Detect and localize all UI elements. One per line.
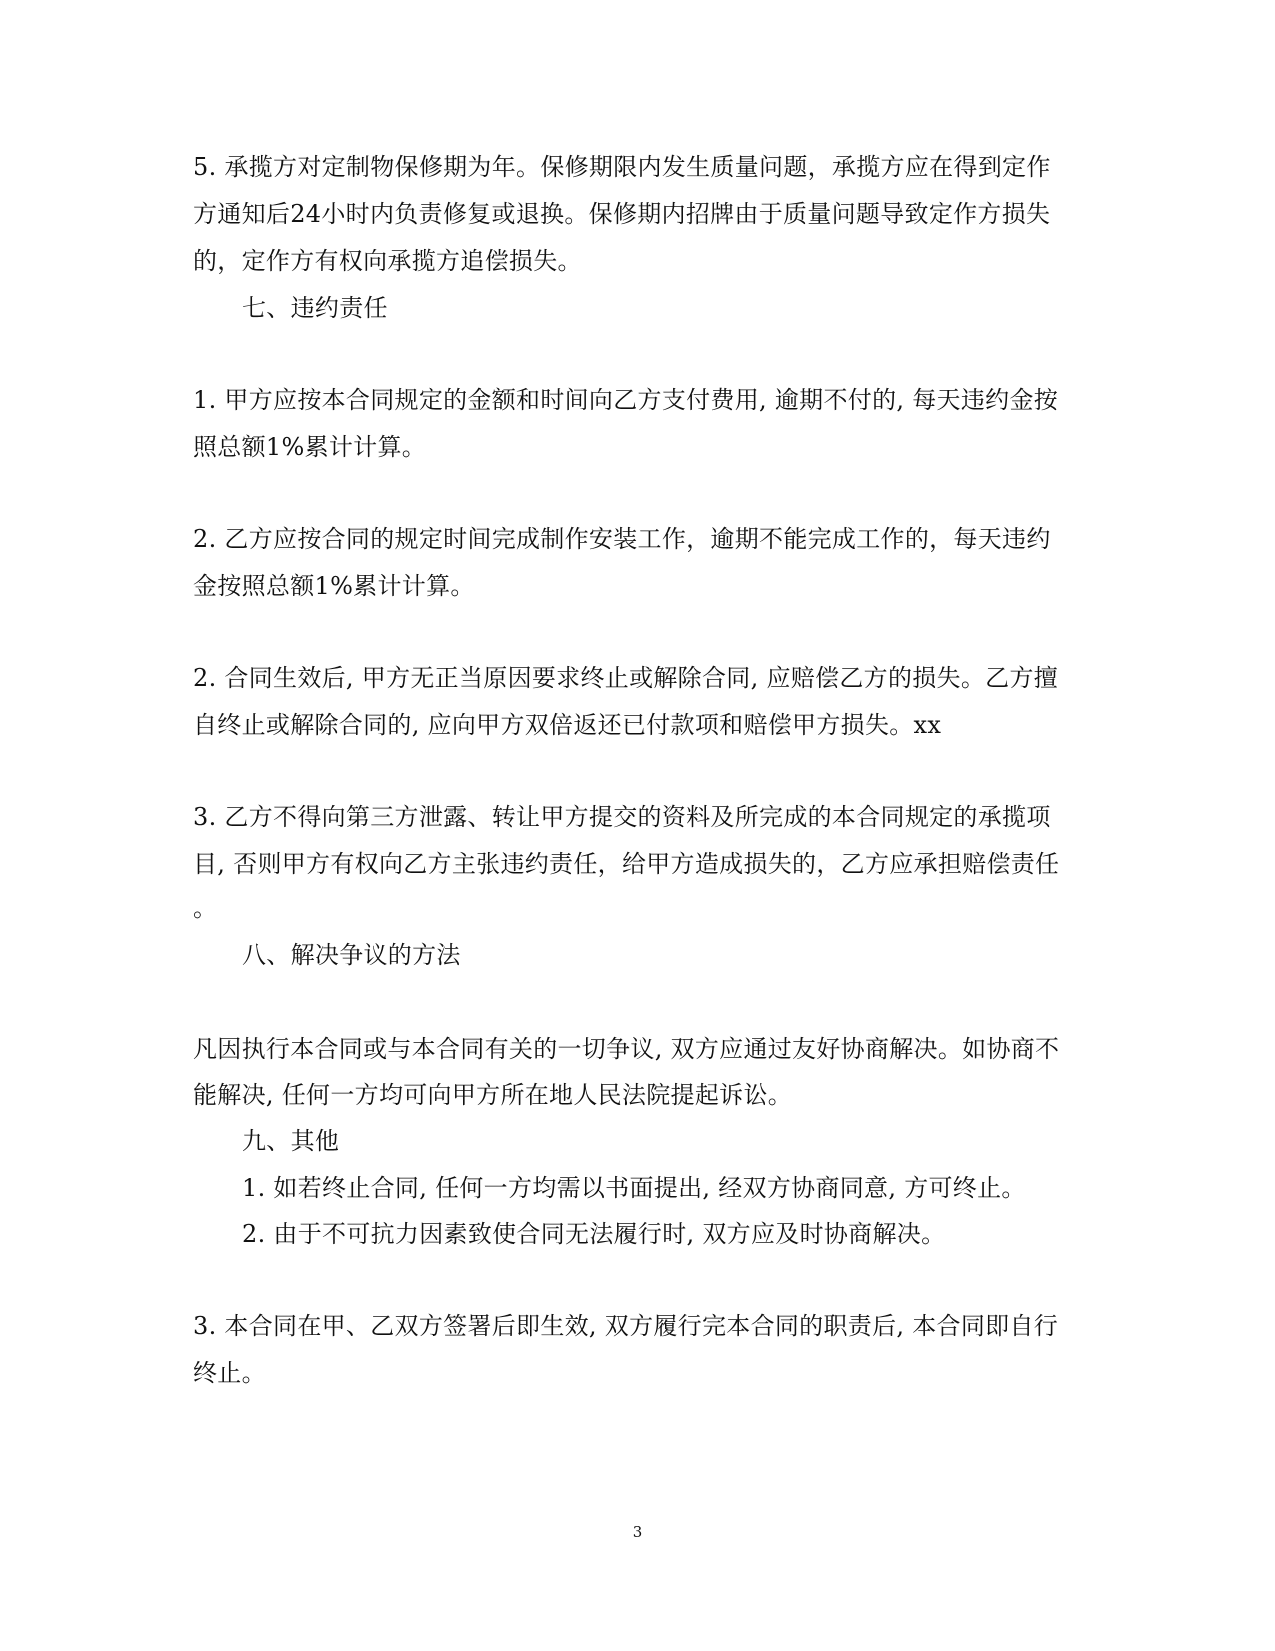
paragraph-line: 能解决, 任何一方均可向甲方所在地人民法院提起诉讼。 bbox=[193, 1081, 793, 1109]
section-heading: 九、其他 bbox=[242, 1127, 340, 1155]
paragraph-line: 凡因执行本合同或与本合同有关的一切争议, 双方应通过友好协商解决。如协商不 bbox=[193, 1035, 1060, 1063]
paragraph-line: 金按照总额1%累计计算。 bbox=[193, 572, 475, 600]
section-heading: 八、解决争议的方法 bbox=[242, 941, 461, 969]
paragraph-line: 照总额1%累计计算。 bbox=[193, 433, 427, 461]
paragraph-line: 2. 合同生效后, 甲方无正当原因要求终止或解除合同, 应赔偿乙方的损失。乙方擅 bbox=[193, 664, 1059, 692]
paragraph-line: 2. 由于不可抗力因素致使合同无法履行时, 双方应及时协商解决。 bbox=[242, 1220, 946, 1248]
paragraph-line: 1. 如若终止合同, 任何一方均需以书面提出, 经双方协商同意, 方可终止。 bbox=[242, 1174, 1026, 1202]
page-number: 3 bbox=[632, 1523, 643, 1541]
paragraph-line: 终止。 bbox=[193, 1359, 266, 1387]
paragraph-line: 的，定作方有权向承揽方追偿损失。 bbox=[193, 247, 582, 275]
paragraph-line: 3. 本合同在甲、乙双方签署后即生效, 双方履行完本合同的职责后, 本合同即自行 bbox=[193, 1312, 1059, 1340]
paragraph-line: 。 bbox=[193, 894, 218, 922]
paragraph-line: 自终止或解除合同的, 应向甲方双倍返还已付款项和赔偿甲方损失。xx bbox=[193, 711, 942, 739]
paragraph-line: 目, 否则甲方有权向乙方主张违约责任，给甲方造成损失的，乙方应承担赔偿责任 bbox=[193, 850, 1060, 878]
paragraph-line: 5. 承揽方对定制物保修期为年。保修期限内发生质量问题，承揽方应在得到定作 bbox=[193, 153, 1051, 181]
paragraph-line: 2. 乙方应按合同的规定时间完成制作安装工作，逾期不能完成工作的，每天违约 bbox=[193, 525, 1051, 553]
paragraph-line: 1. 甲方应按本合同规定的金额和时间向乙方支付费用, 逾期不付的, 每天违约金按 bbox=[193, 386, 1059, 414]
paragraph-line: 3. 乙方不得向第三方泄露、转让甲方提交的资料及所完成的本合同规定的承揽项 bbox=[193, 803, 1051, 831]
paragraph-line: 方通知后24小时内负责修复或退换。保修期内招牌由于质量问题导致定作方损失 bbox=[193, 200, 1051, 228]
section-heading: 七、违约责任 bbox=[242, 294, 388, 322]
